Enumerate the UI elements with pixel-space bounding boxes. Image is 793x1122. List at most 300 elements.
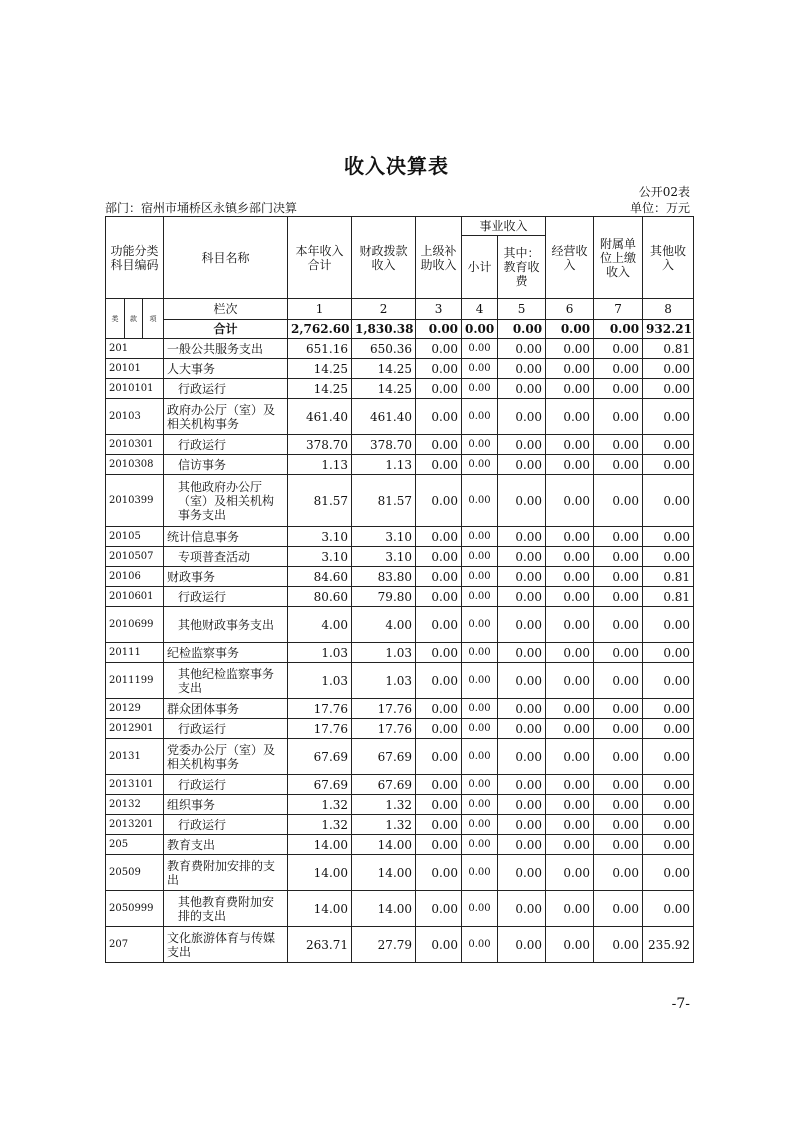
row-code: 20509 [106,855,164,891]
row-value: 0.00 [416,587,462,607]
row-value: 0.00 [546,855,594,891]
column-number: 2 [352,299,416,320]
row-value: 0.00 [462,663,498,699]
row-value: 0.00 [643,775,694,795]
row-value: 0.00 [498,527,546,547]
row-subject-name: 信访事务 [164,455,288,475]
row-subject-name: 组织事务 [164,795,288,815]
header-total-income: 本年收入合计 [288,217,352,299]
row-value: 0.81 [643,339,694,359]
unit-label: 单位：万元 [629,201,690,215]
row-value: 0.00 [546,739,594,775]
row-value: 0.00 [498,927,546,963]
row-value: 378.70 [352,435,416,455]
row-value: 83.80 [352,567,416,587]
row-value: 14.00 [352,835,416,855]
row-value: 0.00 [643,547,694,567]
row-value: 0.00 [416,547,462,567]
row-code: 20111 [106,643,164,663]
row-code: 2010308 [106,455,164,475]
row-value: 0.00 [643,435,694,455]
row-subject-name: 行政运行 [164,815,288,835]
row-value: 651.16 [288,339,352,359]
row-value: 0.00 [498,739,546,775]
table-row [106,587,694,607]
row-value: 67.69 [288,775,352,795]
row-value: 81.57 [288,475,352,527]
department-label: 部门：宿州市埇桥区永镇乡部门决算 [105,201,298,215]
row-value: 14.00 [288,835,352,855]
row-subject-name: 教育支出 [164,835,288,855]
row-code: 2013201 [106,815,164,835]
row-subject-name: 人大事务 [164,359,288,379]
row-value: 1.03 [288,643,352,663]
row-value: 0.00 [462,567,498,587]
row-subject-name: 党委办公厅（室）及相关机构事务 [164,739,288,775]
row-value: 235.92 [643,927,694,963]
row-value: 14.00 [352,855,416,891]
row-value: 0.00 [643,455,694,475]
row-value: 1.03 [352,643,416,663]
row-value: 0.00 [594,663,643,699]
column-number: 1 [288,299,352,320]
row-subject-name: 文化旅游体育与传媒支出 [164,927,288,963]
row-value: 14.00 [288,891,352,927]
header-other: 其他收入 [643,217,694,299]
row-value: 0.00 [462,607,498,643]
row-code: 2010601 [106,587,164,607]
table-row [106,399,694,435]
row-value: 14.25 [352,359,416,379]
row-value: 0.00 [416,455,462,475]
row-value: 0.00 [594,795,643,815]
row-value: 0.00 [546,795,594,815]
column-number: 4 [462,299,498,320]
row-value: 67.69 [352,739,416,775]
row-value: 0.00 [416,739,462,775]
row-value: 0.00 [416,855,462,891]
row-value: 0.00 [594,435,643,455]
row-value: 0.00 [416,719,462,739]
row-value: 0.00 [498,359,546,379]
row-value: 0.00 [546,527,594,547]
column-number: 3 [416,299,462,320]
row-value: 461.40 [288,399,352,435]
row-value: 378.70 [288,435,352,455]
header-operating: 经营收入 [546,217,594,299]
row-value: 0.00 [498,775,546,795]
code-sub-xiang: 项 [143,299,164,339]
table-row [106,547,694,567]
row-value: 0.00 [546,547,594,567]
row-value: 1.03 [288,663,352,699]
total-value: 1,830.38 [352,320,416,339]
row-value: 4.00 [288,607,352,643]
row-value: 0.00 [643,739,694,775]
row-value: 0.00 [462,795,498,815]
row-value: 0.00 [594,775,643,795]
column-number: 5 [498,299,546,320]
code-sub-lei: 类 [106,299,125,339]
total-value: 0.00 [594,320,643,339]
header-subject-name: 科目名称 [164,217,288,299]
row-value: 0.00 [462,587,498,607]
row-subject-name: 行政运行 [164,435,288,455]
table-row [106,379,694,399]
row-value: 0.00 [594,891,643,927]
row-value: 0.00 [416,435,462,455]
row-value: 0.00 [594,739,643,775]
row-value: 0.00 [594,339,643,359]
row-value: 0.00 [498,891,546,927]
row-value: 0.00 [462,927,498,963]
row-value: 79.80 [352,587,416,607]
row-value: 0.00 [416,567,462,587]
code-sub-kuan: 款 [125,299,143,339]
header-func-code: 功能分类科目编码 [106,217,164,299]
row-value: 0.00 [594,547,643,567]
row-value: 84.60 [288,567,352,587]
row-value: 0.00 [462,719,498,739]
row-value: 0.00 [462,891,498,927]
table-row [106,739,694,775]
row-value: 1.32 [352,815,416,835]
table-row [106,475,694,527]
row-value: 0.00 [546,927,594,963]
row-value: 14.00 [288,855,352,891]
table-row [106,339,694,359]
table-row [106,567,694,587]
row-value: 0.00 [594,835,643,855]
table-row [106,775,694,795]
row-value: 0.00 [462,527,498,547]
table-row [106,359,694,379]
row-value: 0.00 [546,379,594,399]
row-subject-name: 教育费附加安排的支出 [164,855,288,891]
row-value: 0.00 [546,435,594,455]
row-value: 0.00 [462,399,498,435]
row-subject-name: 其他政府办公厅（室）及相关机构事务支出 [164,475,288,527]
row-value: 0.00 [498,455,546,475]
row-code: 2010699 [106,607,164,643]
row-value: 263.71 [288,927,352,963]
row-value: 461.40 [352,399,416,435]
row-value: 0.00 [462,739,498,775]
row-value: 0.00 [498,643,546,663]
row-value: 0.00 [462,699,498,719]
row-value: 0.00 [416,835,462,855]
table-row [106,835,694,855]
row-value: 0.00 [546,607,594,643]
row-value: 0.00 [498,835,546,855]
row-value: 1.32 [352,795,416,815]
row-value: 0.00 [643,359,694,379]
row-subject-name: 其他教育费附加安排的支出 [164,891,288,927]
row-value: 0.00 [594,567,643,587]
row-value: 0.00 [546,891,594,927]
row-value: 3.10 [288,547,352,567]
row-code: 20131 [106,739,164,775]
row-value: 0.00 [594,927,643,963]
row-value: 0.00 [546,339,594,359]
row-value: 0.00 [416,527,462,547]
row-value: 3.10 [288,527,352,547]
row-subject-name: 行政运行 [164,775,288,795]
row-value: 0.00 [546,455,594,475]
row-value: 0.00 [498,719,546,739]
table-row [106,855,694,891]
row-subject-name: 群众团体事务 [164,699,288,719]
page-title: 收入决算表 [344,154,449,178]
row-value: 0.00 [498,663,546,699]
total-value: 0.00 [498,320,546,339]
table-row [106,663,694,699]
column-number: 8 [643,299,694,320]
row-subject-name: 行政运行 [164,719,288,739]
row-subject-name: 行政运行 [164,379,288,399]
row-value: 0.00 [594,719,643,739]
row-value: 0.00 [416,643,462,663]
row-code: 2010301 [106,435,164,455]
row-value: 0.00 [416,339,462,359]
total-value: 932.21 [643,320,694,339]
row-value: 80.60 [288,587,352,607]
row-value: 0.00 [498,435,546,455]
row-value: 0.00 [594,455,643,475]
row-value: 0.00 [462,379,498,399]
row-subject-name: 纪检监察事务 [164,643,288,663]
row-value: 0.00 [462,855,498,891]
row-value: 0.81 [643,567,694,587]
column-number-label: 栏次 [164,299,288,320]
row-value: 0.00 [498,699,546,719]
row-value: 0.00 [643,527,694,547]
row-code: 2010101 [106,379,164,399]
row-value: 0.00 [643,891,694,927]
row-value: 17.76 [352,719,416,739]
row-code: 201 [106,339,164,359]
row-value: 0.00 [498,795,546,815]
row-value: 0.00 [462,455,498,475]
column-number: 6 [546,299,594,320]
row-value: 0.00 [416,815,462,835]
row-value: 0.00 [643,815,694,835]
total-value: 0.00 [546,320,594,339]
column-number: 7 [594,299,643,320]
row-value: 0.00 [643,475,694,527]
income-table [105,216,694,963]
row-value: 0.00 [416,663,462,699]
row-value: 27.79 [352,927,416,963]
row-value: 0.00 [643,643,694,663]
row-value: 0.81 [643,587,694,607]
row-code: 2011199 [106,663,164,699]
row-value: 0.00 [416,475,462,527]
row-value: 0.00 [462,475,498,527]
row-value: 3.10 [352,527,416,547]
row-value: 0.00 [462,339,498,359]
row-subject-name: 财政事务 [164,567,288,587]
row-value: 0.00 [416,891,462,927]
row-value: 650.36 [352,339,416,359]
header-edu-fee: 其中：教育收费 [498,236,546,299]
row-code: 20129 [106,699,164,719]
row-code: 20132 [106,795,164,815]
total-label: 合计 [164,320,288,339]
row-value: 67.69 [288,739,352,775]
row-value: 1.32 [288,795,352,815]
row-code: 20101 [106,359,164,379]
row-value: 1.32 [288,815,352,835]
row-value: 0.00 [594,475,643,527]
total-value: 2,762.60 [288,320,352,339]
table-row [106,927,694,963]
row-value: 0.00 [594,699,643,719]
row-value: 81.57 [352,475,416,527]
row-value: 67.69 [352,775,416,795]
row-code: 20103 [106,399,164,435]
row-value: 0.00 [498,475,546,527]
row-value: 0.00 [546,567,594,587]
row-value: 14.25 [288,379,352,399]
row-code: 2010399 [106,475,164,527]
row-value: 0.00 [643,855,694,891]
table-row [106,455,694,475]
header-business-group: 事业收入 [462,217,546,236]
row-value: 0.00 [416,359,462,379]
row-value: 0.00 [546,835,594,855]
row-value: 14.00 [352,891,416,927]
row-value: 0.00 [546,587,594,607]
row-subject-name: 统计信息事务 [164,527,288,547]
row-value: 17.76 [288,719,352,739]
row-value: 0.00 [594,607,643,643]
row-value: 0.00 [643,795,694,815]
row-subject-name: 其他纪检监察事务支出 [164,663,288,699]
row-value: 0.00 [462,643,498,663]
row-code: 2010507 [106,547,164,567]
row-value: 0.00 [462,359,498,379]
table-row [106,719,694,739]
table-row [106,435,694,455]
row-value: 0.00 [594,587,643,607]
row-code: 205 [106,835,164,855]
row-value: 0.00 [416,699,462,719]
row-value: 1.03 [352,663,416,699]
row-value: 0.00 [462,775,498,795]
row-value: 0.00 [594,527,643,547]
row-subject-name: 其他财政事务支出 [164,607,288,643]
row-code: 2013101 [106,775,164,795]
row-value: 0.00 [498,567,546,587]
row-value: 0.00 [462,815,498,835]
table-row [106,699,694,719]
row-value: 3.10 [352,547,416,567]
row-value: 0.00 [498,379,546,399]
row-value: 0.00 [594,855,643,891]
row-value: 0.00 [498,339,546,359]
form-number: 公开02表 [638,185,690,199]
row-value: 0.00 [498,399,546,435]
column-number-row [106,299,694,320]
header-subtotal: 小计 [462,236,498,299]
row-code: 207 [106,927,164,963]
row-value: 0.00 [546,663,594,699]
table-row [106,643,694,663]
total-value: 0.00 [462,320,498,339]
row-value: 0.00 [643,699,694,719]
table-row [106,527,694,547]
row-value: 0.00 [546,359,594,379]
row-value: 0.00 [546,699,594,719]
row-code: 20106 [106,567,164,587]
row-value: 0.00 [416,795,462,815]
row-value: 0.00 [462,835,498,855]
page-number: -7- [671,996,690,1012]
row-value: 0.00 [498,607,546,643]
row-value: 0.00 [643,663,694,699]
row-value: 0.00 [416,775,462,795]
header-fiscal: 财政拨款收入 [352,217,416,299]
row-value: 0.00 [643,719,694,739]
row-value: 0.00 [416,379,462,399]
row-value: 0.00 [594,359,643,379]
row-value: 0.00 [498,547,546,567]
row-code: 2050999 [106,891,164,927]
row-value: 4.00 [352,607,416,643]
header-superior: 上级补助收入 [416,217,462,299]
row-value: 0.00 [546,815,594,835]
row-value: 14.25 [288,359,352,379]
row-value: 17.76 [352,699,416,719]
total-value: 0.00 [416,320,462,339]
row-subject-name: 一般公共服务支出 [164,339,288,359]
row-value: 0.00 [462,435,498,455]
row-value: 0.00 [643,835,694,855]
row-value: 0.00 [416,399,462,435]
row-value: 17.76 [288,699,352,719]
total-row [106,320,694,339]
row-value: 0.00 [546,643,594,663]
row-value: 0.00 [594,399,643,435]
row-subject-name: 行政运行 [164,587,288,607]
row-code: 2012901 [106,719,164,739]
row-value: 0.00 [643,607,694,643]
row-value: 0.00 [643,399,694,435]
row-value: 0.00 [462,547,498,567]
row-value: 0.00 [594,379,643,399]
row-value: 1.13 [288,455,352,475]
row-code: 20105 [106,527,164,547]
row-value: 0.00 [546,719,594,739]
row-value: 0.00 [416,607,462,643]
header-affiliated: 附属单位上缴收入 [594,217,643,299]
row-value: 0.00 [594,815,643,835]
row-value: 0.00 [498,855,546,891]
table-row [106,795,694,815]
row-value: 0.00 [498,587,546,607]
row-subject-name: 政府办公厅（室）及相关机构事务 [164,399,288,435]
row-value: 0.00 [498,815,546,835]
row-value: 0.00 [546,475,594,527]
table-row [106,815,694,835]
row-value: 0.00 [416,927,462,963]
row-value: 0.00 [643,379,694,399]
row-subject-name: 专项普查活动 [164,547,288,567]
row-value: 0.00 [594,643,643,663]
row-value: 1.13 [352,455,416,475]
table-row [106,607,694,643]
